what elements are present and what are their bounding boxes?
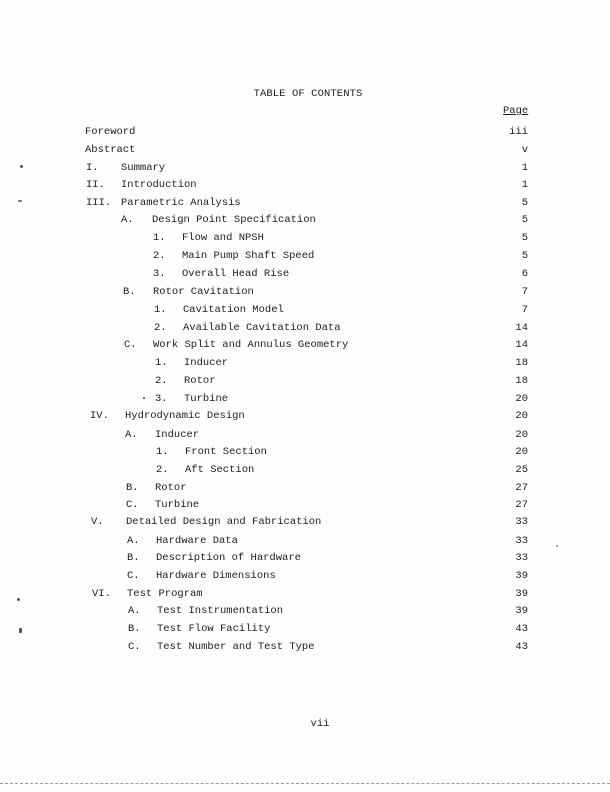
toc-entry-label: Flow and NPSH (182, 232, 264, 244)
toc-entry-page: 7 (521, 304, 528, 316)
toc-entry-page: 25 (515, 464, 528, 476)
scan-speck (556, 545, 558, 547)
toc-entry-number: III. (86, 197, 112, 209)
toc-entry-page: 27 (515, 499, 528, 511)
toc-entry-page: 33 (515, 516, 528, 528)
toc-entry-number: A. (125, 429, 138, 441)
toc-entry-number: 2. (153, 250, 166, 262)
scan-speck (17, 598, 20, 601)
toc-entry-page: 27 (515, 482, 528, 494)
toc-entry-page: 14 (515, 339, 528, 351)
toc-entry-page: 5 (521, 250, 528, 262)
toc-entry-label: Test Instrumentation (157, 605, 284, 617)
toc-entry-number: B. (128, 623, 141, 635)
page-title: TABLE OF CONTENTS (253, 88, 363, 100)
scan-edge-line (0, 783, 610, 784)
toc-entry-number: 1. (153, 232, 166, 244)
toc-entry-page: v (521, 144, 528, 156)
toc-entry-number: B. (123, 286, 136, 298)
toc-entry-label: Inducer (155, 429, 200, 441)
toc-entry-label: Front Section (185, 446, 267, 458)
toc-entry-label: Summary (121, 162, 166, 174)
scan-speck (20, 165, 23, 168)
toc-entry-label: Rotor Cavitation (153, 286, 254, 298)
toc-entry-page: 1 (521, 179, 528, 191)
toc-entry-number: 2. (155, 375, 168, 387)
toc-entry-number: 2. (156, 464, 169, 476)
scan-speck (19, 628, 22, 633)
scan-speck (18, 200, 22, 202)
toc-entry-number: 1. (154, 304, 167, 316)
toc-entry-label: Overall Head Rise (182, 268, 290, 280)
toc-entry-label: Main Pump Shaft Speed (182, 250, 315, 262)
toc-entry-label: Introduction (121, 179, 197, 191)
toc-entry-label: Description of Hardware (156, 552, 301, 564)
toc-entry-page: iii (509, 126, 528, 138)
toc-entry-page: 14 (515, 322, 528, 334)
toc-entry-page: 39 (515, 570, 528, 582)
toc-entry-number: C. (124, 339, 137, 351)
toc-entry-number: A. (128, 605, 141, 617)
page-column-header: Page (503, 105, 529, 117)
toc-entry-number: C. (126, 499, 139, 511)
toc-entry-label: Hardware Data (156, 535, 238, 547)
toc-entry-label: Test Program (127, 588, 203, 600)
toc-entry-page: 6 (521, 268, 528, 280)
toc-entry-page: 20 (515, 446, 528, 458)
toc-entry-label: Turbine (155, 499, 200, 511)
toc-entry-page: 20 (515, 410, 528, 422)
toc-entry-number: 2. (154, 322, 167, 334)
toc-entry-label: Foreword (85, 126, 136, 138)
toc-entry-label: Abstract (85, 144, 136, 156)
toc-entry-number: C. (128, 641, 141, 653)
toc-entry-page: 20 (515, 429, 528, 441)
toc-entry-number: 3. (153, 268, 166, 280)
toc-entry-number: I. (86, 162, 99, 174)
toc-entry-number: C. (127, 570, 140, 582)
toc-entry-number: 3. (155, 393, 168, 405)
toc-entry-number: II. (86, 179, 105, 191)
toc-entry-label: Hydrodynamic Design (125, 410, 245, 422)
toc-entry-number: 1. (156, 446, 169, 458)
toc-entry-page: 33 (515, 535, 528, 547)
toc-entry-number: A. (127, 535, 140, 547)
toc-entry-label: Detailed Design and Fabrication (126, 516, 322, 528)
toc-entry-label: Turbine (184, 393, 229, 405)
toc-entry-number: 1. (155, 357, 168, 369)
toc-entry-number: B. (127, 552, 140, 564)
toc-entry-page: 7 (521, 286, 528, 298)
toc-entry-page: 33 (515, 552, 528, 564)
toc-entry-page: 18 (515, 375, 528, 387)
toc-entry-label: Design Point Specification (152, 214, 316, 226)
toc-entry-label: Inducer (184, 357, 229, 369)
toc-entry-number: B. (126, 482, 139, 494)
toc-entry-label: Rotor (155, 482, 187, 494)
toc-entry-label: Work Split and Annulus Geometry (153, 339, 349, 351)
toc-entry-label: Test Flow Facility (157, 623, 271, 635)
toc-entry-label: Cavitation Model (183, 304, 284, 316)
toc-entry-number: A. (121, 214, 134, 226)
toc-entry-label: Test Number and Test Type (157, 641, 315, 653)
toc-entry-page: 43 (515, 641, 528, 653)
toc-entry-page: 18 (515, 357, 528, 369)
toc-entry-number: V. (91, 516, 104, 528)
toc-entry-page: 5 (521, 232, 528, 244)
toc-entry-number: VI. (92, 588, 111, 600)
toc-entry-page: 1 (521, 162, 528, 174)
toc-entry-page: 39 (515, 605, 528, 617)
toc-entry-number: IV. (90, 410, 109, 422)
toc-entry-page: 43 (515, 623, 528, 635)
toc-entry-label: Hardware Dimensions (156, 570, 276, 582)
toc-entry-page: 5 (521, 197, 528, 209)
toc-entry-page: 5 (521, 214, 528, 226)
toc-entry-label: Parametric Analysis (121, 197, 241, 209)
page-number-footer: vii (310, 718, 330, 730)
scan-speck (143, 397, 145, 399)
toc-entry-label: Rotor (184, 375, 216, 387)
toc-entry-label: Available Cavitation Data (183, 322, 341, 334)
toc-entry-label: Aft Section (185, 464, 255, 476)
toc-entry-page: 20 (515, 393, 528, 405)
toc-entry-page: 39 (515, 588, 528, 600)
